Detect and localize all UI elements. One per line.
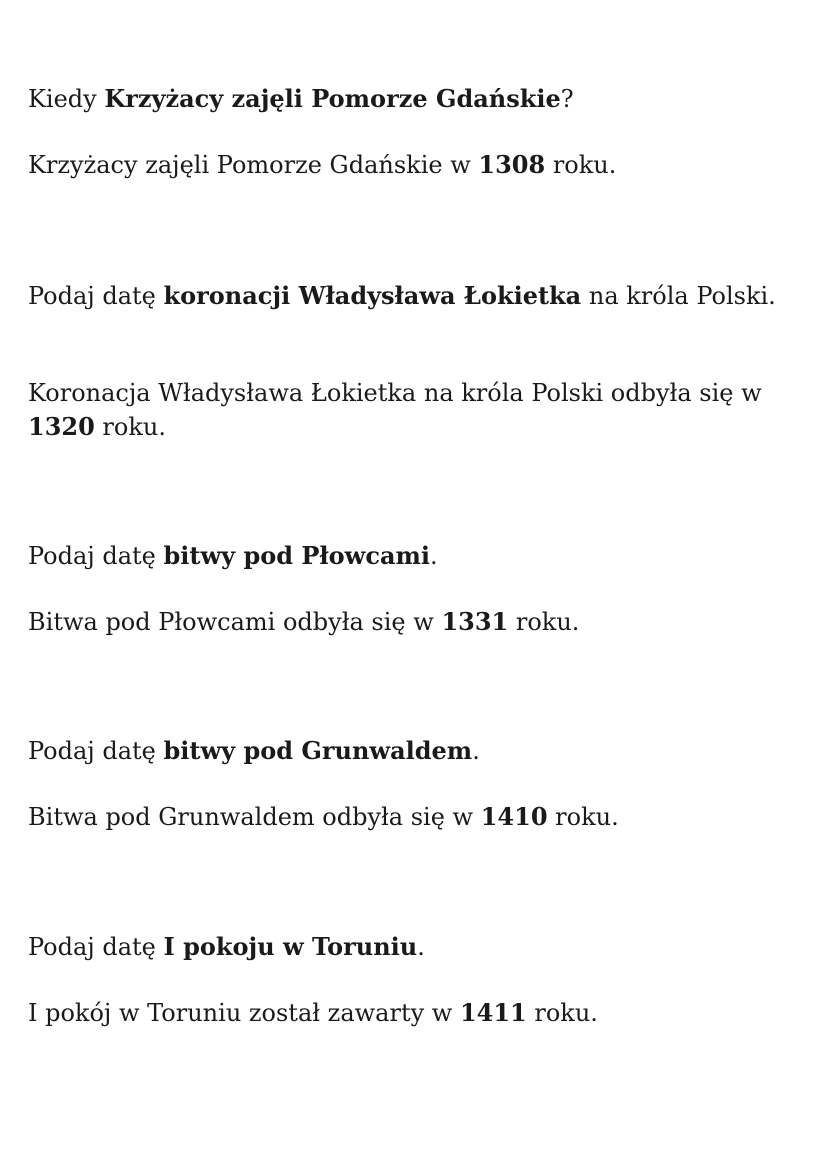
question-1 bbox=[28, 82, 788, 116]
question-4-pre: Podaj datę bbox=[28, 737, 164, 765]
question-3-pre: Podaj datę bbox=[28, 542, 164, 570]
question-4-post: . bbox=[472, 737, 480, 765]
answer-4-pre: Bitwa pod Grunwaldem odbyła się w bbox=[28, 803, 481, 831]
question-2-pre: Podaj datę bbox=[28, 282, 164, 310]
answer-1 bbox=[28, 148, 788, 182]
question-2 bbox=[28, 279, 788, 313]
answer-5-year: 1411 bbox=[459, 998, 527, 1027]
question-5-pre: Podaj datę bbox=[28, 933, 164, 961]
answer-3-year: 1331 bbox=[441, 607, 509, 636]
answer-4-year: 1410 bbox=[480, 802, 548, 831]
answer-5-post: roku. bbox=[526, 999, 598, 1027]
question-3 bbox=[28, 539, 788, 573]
answer-1-pre: Krzyżacy zajęli Pomorze Gdańskie w bbox=[28, 151, 479, 179]
answer-3 bbox=[28, 605, 788, 639]
answer-5 bbox=[28, 996, 788, 1030]
answer-2-year: 1320 bbox=[28, 412, 95, 441]
answer-4 bbox=[28, 800, 788, 834]
answer-4-post: roku. bbox=[547, 803, 619, 831]
question-5-post: . bbox=[417, 933, 425, 961]
question-2-bold: koronacji Władysława Łokietka bbox=[163, 281, 582, 310]
answer-3-post: roku. bbox=[508, 608, 580, 636]
answer-5-pre: I pokój w Toruniu został zawarty w bbox=[28, 999, 460, 1027]
question-1-pre: Kiedy bbox=[28, 85, 105, 113]
question-3-bold: bitwy pod Płowcami bbox=[163, 541, 431, 570]
question-2-post: na króla Polski. bbox=[581, 282, 776, 310]
question-4-bold: bitwy pod Grunwaldem bbox=[163, 736, 473, 765]
question-4 bbox=[28, 734, 788, 768]
answer-3-pre: Bitwa pod Płowcami odbyła się w bbox=[28, 608, 442, 636]
question-5 bbox=[28, 930, 788, 964]
answer-2 bbox=[28, 377, 788, 444]
question-3-post: . bbox=[430, 542, 438, 570]
answer-2-post: roku. bbox=[94, 413, 166, 441]
question-5-bold: I pokoju w Toruniu bbox=[163, 932, 418, 961]
answer-1-year: 1308 bbox=[478, 150, 546, 179]
question-1-post: ? bbox=[560, 85, 574, 113]
answer-2-pre: Koronacja Władysława Łokietka na króla Polski odbyła się w bbox=[28, 379, 762, 407]
question-1-bold: Krzyżacy zajęli Pomorze Gdańskie bbox=[104, 84, 561, 113]
answer-1-post: roku. bbox=[545, 151, 617, 179]
